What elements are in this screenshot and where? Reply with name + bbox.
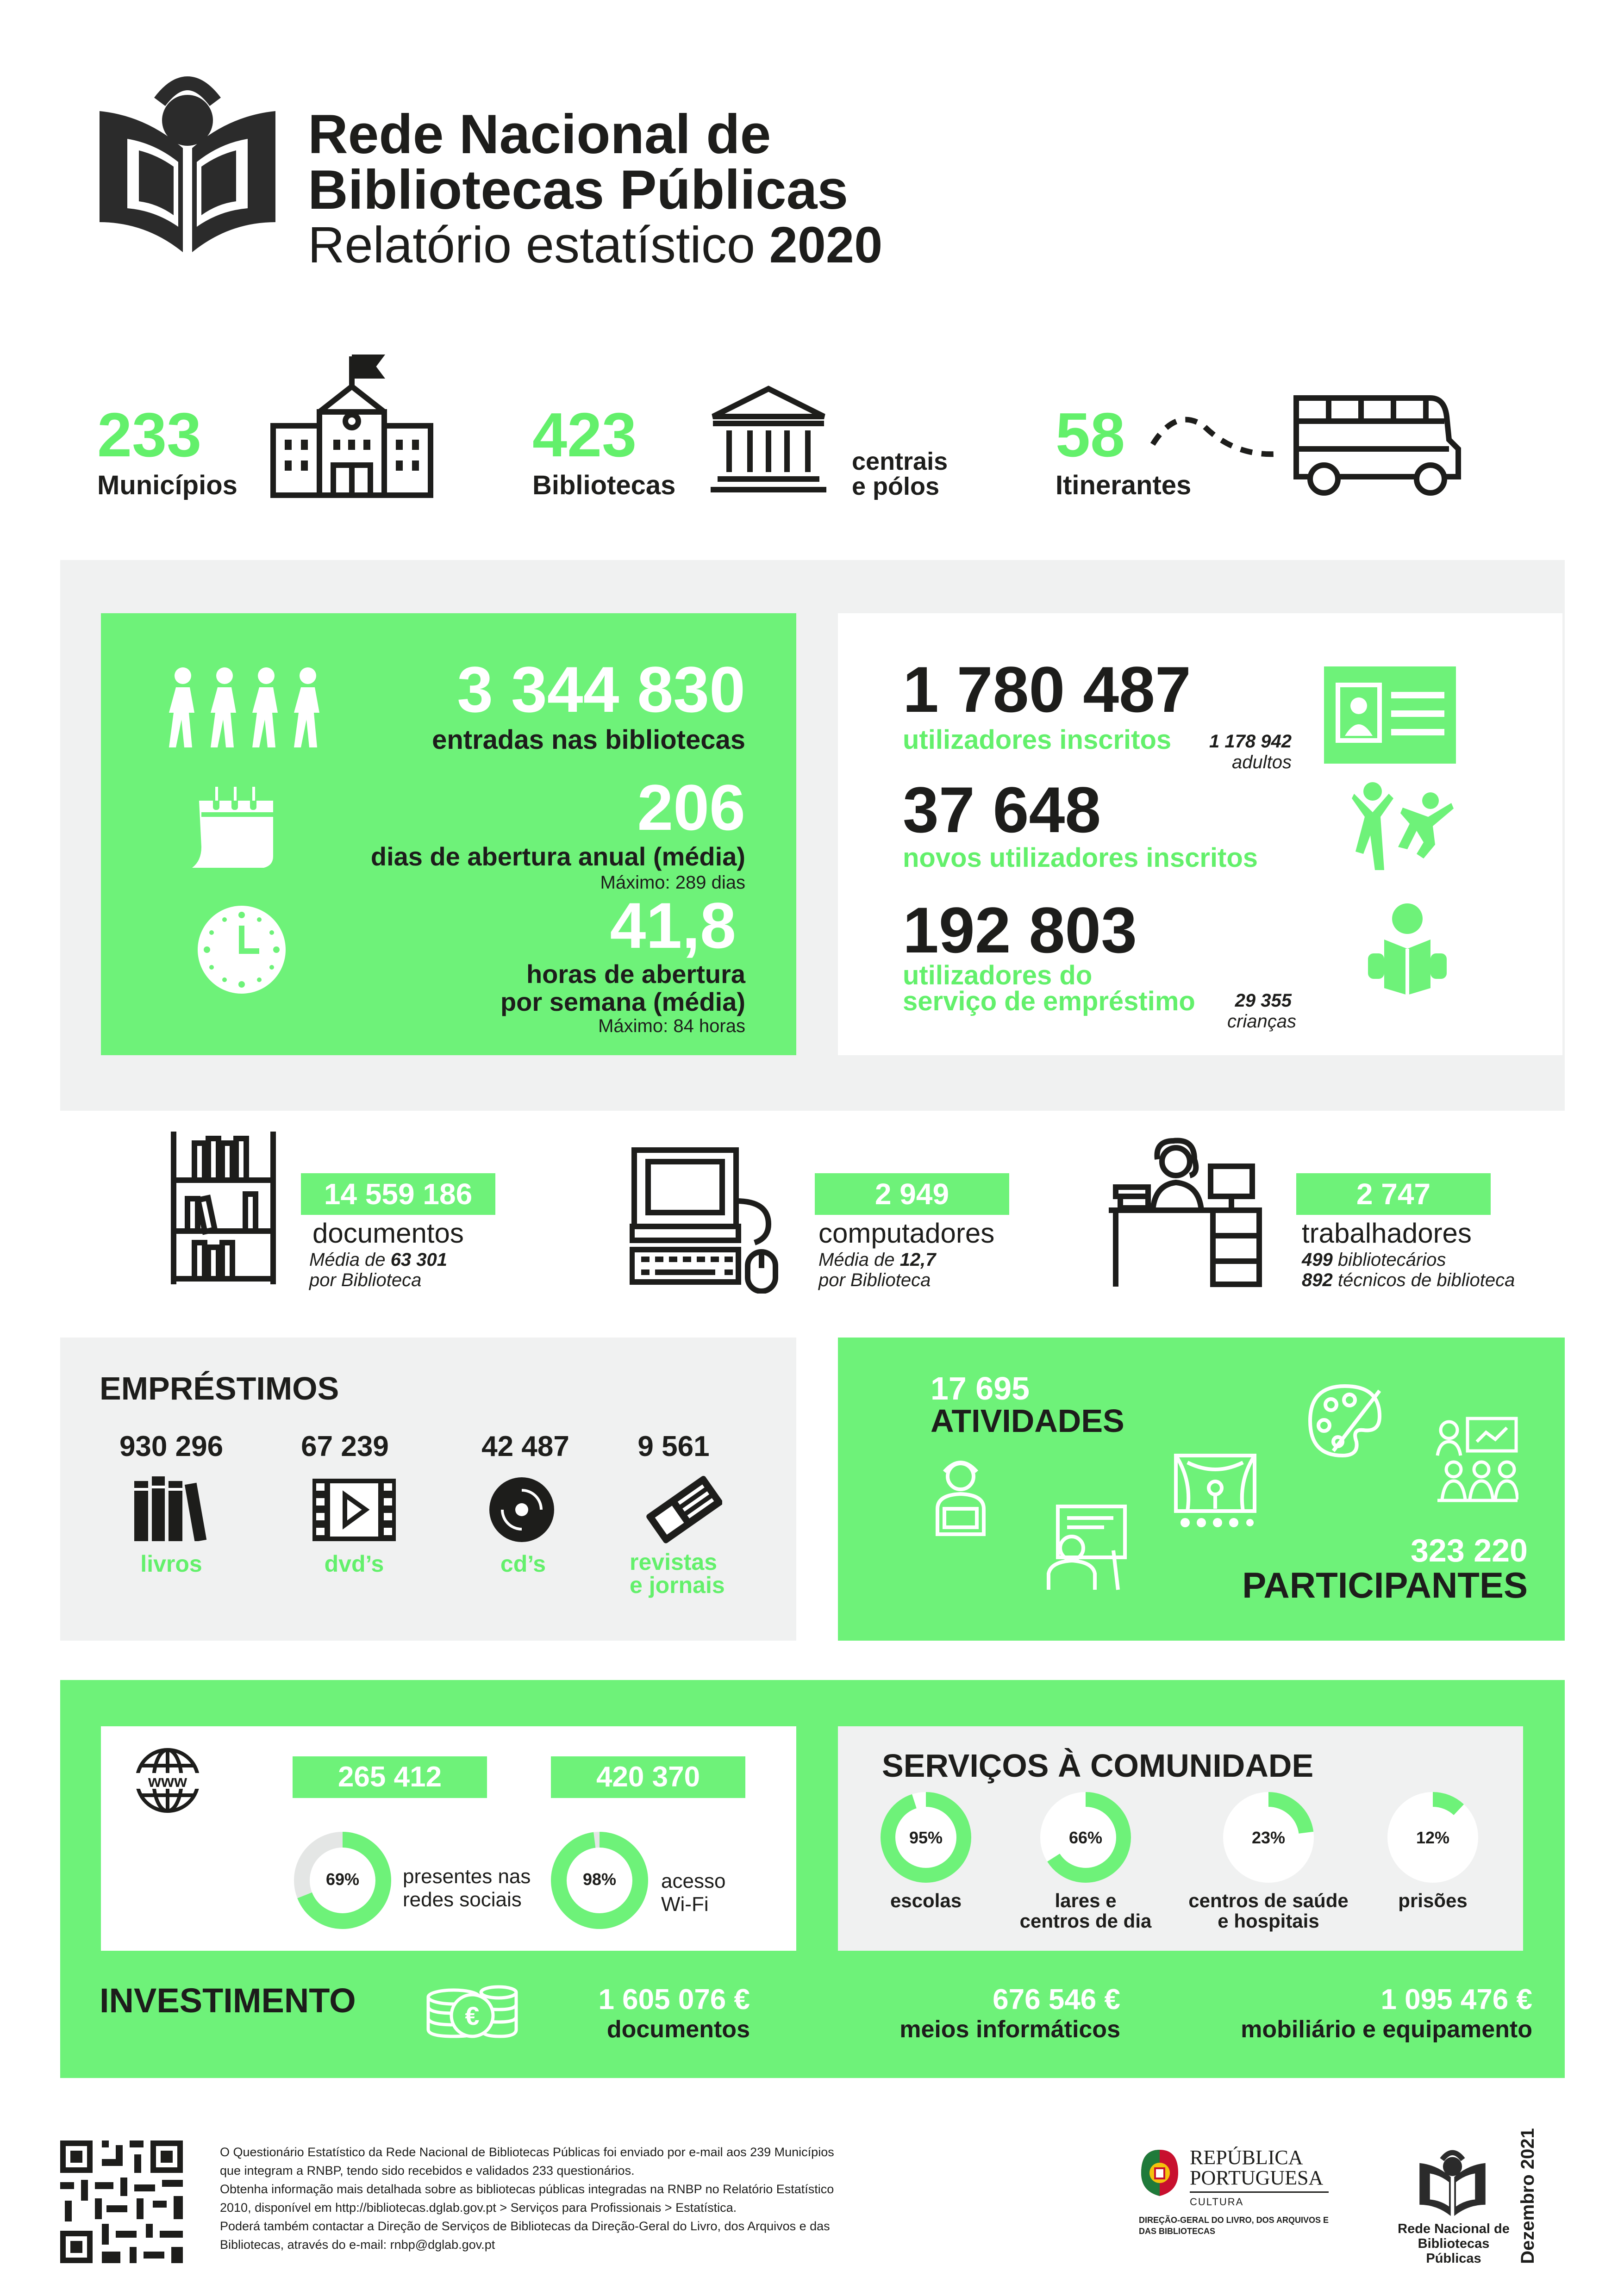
tecnicos-label: técnicos de biblioteca [1337,1270,1515,1290]
emprestimo-livros-label: livros [140,1551,202,1577]
tecnicos-value: 892 [1302,1270,1333,1290]
page-title-line2: Bibliotecas Públicas [308,159,849,221]
social-percent-label: 69% [325,1870,360,1889]
social-value-tag: 265 412 [293,1756,487,1798]
coins-icon [426,1979,518,2039]
reading-person-icon [1366,902,1449,995]
servico-lares-percent: 66% [1068,1828,1103,1847]
servico-escolas-percent: 95% [909,1828,943,1847]
horas-label-line1: horas de abertura [526,959,745,989]
svg-text:www: www [148,1772,187,1791]
itinerantes-value: 58 [1056,400,1125,470]
emprestimo-dvd-label: dvd’s [324,1551,384,1577]
computadores-note-prefix: Média de [818,1250,895,1270]
rp-dglab-line1: DIREÇÃO-GERAL DO LIVRO, DOS ARQUIVOS E [1139,2215,1329,2225]
emprestimo-label [903,960,1195,1016]
documentos-note-line1 [309,1250,447,1270]
trabalhadores-label: trabalhadores [1302,1218,1472,1249]
librarian-desk-icon [1106,1136,1264,1289]
entradas-label: entradas nas bibliotecas [432,725,745,755]
municipios-label: Municípios [97,470,237,500]
header-logo-icon [100,69,275,255]
dias-label: dias de abertura anual (média) [370,842,745,871]
bookshelf-icon [169,1132,280,1284]
film-icon [312,1479,396,1541]
documentos-note-prefix: Média de [309,1250,386,1270]
emprestimo-cd-label: cd’s [500,1551,546,1577]
cd-icon [488,1476,556,1543]
footer-text-line4: 2010, disponível em http://bibliotecas.dglab.gov.pt > Serviços para Profissionais > Estatística. [220,2201,737,2215]
trabalhadores-value-tag: 2 747 [1296,1173,1491,1215]
rnbp-footer-logo-text [1393,2221,1514,2266]
rnbp-footer-line2: Bibliotecas Públicas [1418,2236,1490,2266]
www-globe-icon [134,1747,201,1814]
participantes-label: PARTICIPANTES [1242,1565,1528,1605]
rp-cultura: CULTURA [1190,2196,1244,2208]
novos-label: novos utilizadores inscritos [903,843,1258,873]
documentos-label: documentos [312,1218,464,1249]
newspaper-icon [646,1474,722,1543]
inscritos-value: 1 780 487 [903,653,1191,726]
emprestimo-revistas-label-line2: e jornais [630,1572,725,1598]
horas-note: Máximo: 84 horas [598,1016,745,1036]
subtitle-prefix: Relatório estatístico [308,217,755,274]
servico-escolas-label-line1: escolas [890,1890,962,1911]
bus-icon [1292,389,1463,500]
subtitle-year: 2020 [769,217,883,274]
invest-informaticos-label: meios informáticos [899,2016,1120,2043]
servico-lares-label [1005,1891,1167,1931]
storyteller-icon [931,1458,991,1537]
emprestimo-dvd-value: 67 239 [301,1431,389,1462]
trabalhadores-note [1302,1250,1515,1290]
bibliotecarios-label: bibliotecários [1337,1250,1446,1270]
theatre-stage-icon [1174,1453,1257,1534]
trabalhadores-note-line2 [1302,1270,1515,1290]
social-label-line2: redes sociais [403,1888,522,1911]
documentos-note [309,1250,447,1290]
dias-note: Máximo: 289 dias [600,872,745,893]
inscritos-label: utilizadores inscritos [903,725,1172,755]
footer-text-line1: O Questionário Estatístico da Rede Nacional de Bibliotecas Públicas foi enviado por e-mail aos 239 Municípios [220,2145,834,2159]
trabalhadores-note-line1 [1302,1250,1515,1270]
emprestimo-revistas-label [630,1550,725,1597]
computadores-value-tag: 2 949 [815,1173,1009,1215]
emprestimo-cd-value: 42 487 [481,1431,569,1462]
documentos-note-suffix: por Biblioteca [309,1270,422,1290]
servicos-title: SERVIÇOS À COMUNIDADE [882,1748,1314,1784]
dias-value: 206 [637,771,745,844]
footer-text [220,2143,834,2254]
computer-icon [630,1145,782,1294]
social-label [403,1865,531,1911]
footer-text-line6: Bibliotecas, através do e-mail: rnbp@dglab.gov.pt [220,2238,495,2252]
emprestimo-revistas-label-line1: revistas [630,1549,718,1575]
emprestimos-title: EMPRÉSTIMOS [100,1370,339,1406]
page-subtitle [308,218,882,273]
atividades-value: 17 695 [931,1370,1030,1406]
servico-prisoes-label [1363,1891,1502,1911]
servico-prisoes-label-line1: prisões [1398,1890,1468,1911]
bibliotecas-note-line2: e pólos [852,473,940,500]
footer-date: Dezembro 2021 [1518,2128,1538,2264]
emprestimo-value: 192 803 [903,894,1137,966]
invest-informaticos-value: 676 546 € [993,1984,1120,2016]
novos-value: 37 648 [903,773,1101,846]
page-title-line1: Rede Nacional de [308,103,771,165]
id-card-icon [1324,666,1456,764]
footer-text-line5: Poderá também contactar a Direção de Serviços de Bibliotecas da Direção-Geral do Livro, dos Arquivos e das [220,2219,830,2233]
emprestimo-label-line1: utilizadores do [903,960,1093,990]
emprestimo-label-line2: serviço de empréstimo [903,986,1195,1016]
investimento-title: INVESTIMENTO [100,1981,356,2020]
itinerantes-label: Itinerantes [1056,470,1192,500]
horas-label-line2: por semana (média) [500,987,745,1016]
svg-text:€: € [465,2001,480,2030]
emprestimo-revistas-value: 9 561 [637,1431,710,1462]
servico-lares-label-line2: centros de dia [1019,1910,1152,1932]
library-building-icon [708,384,829,495]
rnbp-footer-logo-icon [1419,2147,1486,2217]
rp-dglab [1139,2215,1329,2237]
computadores-note-suffix: por Biblioteca [818,1270,931,1290]
wifi-value-tag: 420 370 [551,1756,745,1798]
wifi-label-line2: Wi-Fi [661,1893,709,1916]
town-hall-icon [269,352,435,500]
rp-line2: PORTUGUESA [1190,2166,1324,2189]
emprestimo-livros-value: 930 296 [119,1431,224,1462]
walking-people-icon [162,666,333,750]
inscritos-sub-value: 1 178 942 [1209,731,1292,752]
servico-saude-label-line1: centros de saúde [1188,1890,1349,1911]
bibliotecas-note [852,449,948,499]
wifi-label-line1: acesso [661,1870,726,1892]
republica-portuguesa-text [1190,2147,1323,2188]
computadores-note-value: 12,7 [899,1250,936,1270]
invest-documentos-value: 1 605 076 € [598,1984,750,2016]
meeting-presentation-icon [1435,1416,1518,1504]
servico-saude-label-line2: e hospitais [1218,1910,1319,1932]
invest-mobiliario-value: 1 095 476 € [1380,1984,1532,2016]
participantes-value: 323 220 [1410,1532,1528,1568]
invest-documentos-label: documentos [606,2016,750,2043]
rp-line1: REPÚBLICA [1190,2146,1303,2169]
footer-text-line3: Obtenha informação mais detalhada sobre as bibliotecas públicas integradas na RNBP no Relatório Estatístico [220,2182,834,2196]
teacher-board-icon [1044,1504,1127,1592]
bibliotecas-label: Bibliotecas [532,470,676,500]
jumping-people-icon [1352,780,1454,872]
rnbp-footer-line1: Rede Nacional de [1398,2221,1510,2236]
wifi-percent-label: 98% [582,1870,617,1889]
republica-portuguesa-logo-icon [1137,2147,1183,2198]
emprestimo-sub-value: 29 355 [1235,990,1292,1011]
bibliotecas-note-line1: centrais [852,448,948,475]
computadores-label: computadores [818,1218,995,1249]
bibliotecarios-value: 499 [1302,1250,1333,1270]
documentos-value-tag: 14 559 186 [301,1173,495,1215]
computadores-note-line1 [818,1250,936,1270]
horas-label [324,960,745,1016]
invest-mobiliario-label: mobiliário e equipamento [1241,2016,1532,2043]
clock-icon [197,905,287,995]
documentos-note-value: 63 301 [390,1250,448,1270]
horas-value: 41,8 [610,889,736,962]
social-label-line1: presentes nas [403,1865,531,1888]
servico-escolas-label [856,1891,995,1911]
qr-code [60,2140,183,2263]
municipios-value: 233 [97,400,202,470]
rp-dglab-line2: DAS BIBLIOTECAS [1139,2227,1216,2236]
inscritos-sub-label: adultos [1232,752,1292,772]
servico-saude-label [1176,1891,1361,1931]
wifi-label [661,1870,725,1916]
bibliotecas-value: 423 [532,400,637,470]
painting-palette-icon [1305,1381,1384,1460]
books-icon [134,1476,215,1541]
rp-divider [1190,2191,1329,2193]
servico-saude-percent: 23% [1251,1828,1286,1847]
footer-text-line2: que integram a RNBP, tendo sido recebidos e validados 233 questionários. [220,2164,635,2178]
emprestimo-sub-label: crianças [1227,1011,1296,1032]
servico-prisoes-percent: 12% [1416,1828,1450,1847]
bus-route-icon [1148,407,1287,472]
servico-lares-label-line1: lares e [1055,1890,1117,1911]
entradas-value: 3 344 830 [457,653,745,726]
atividades-label: ATIVIDADES [931,1403,1124,1439]
computadores-note [818,1250,936,1290]
